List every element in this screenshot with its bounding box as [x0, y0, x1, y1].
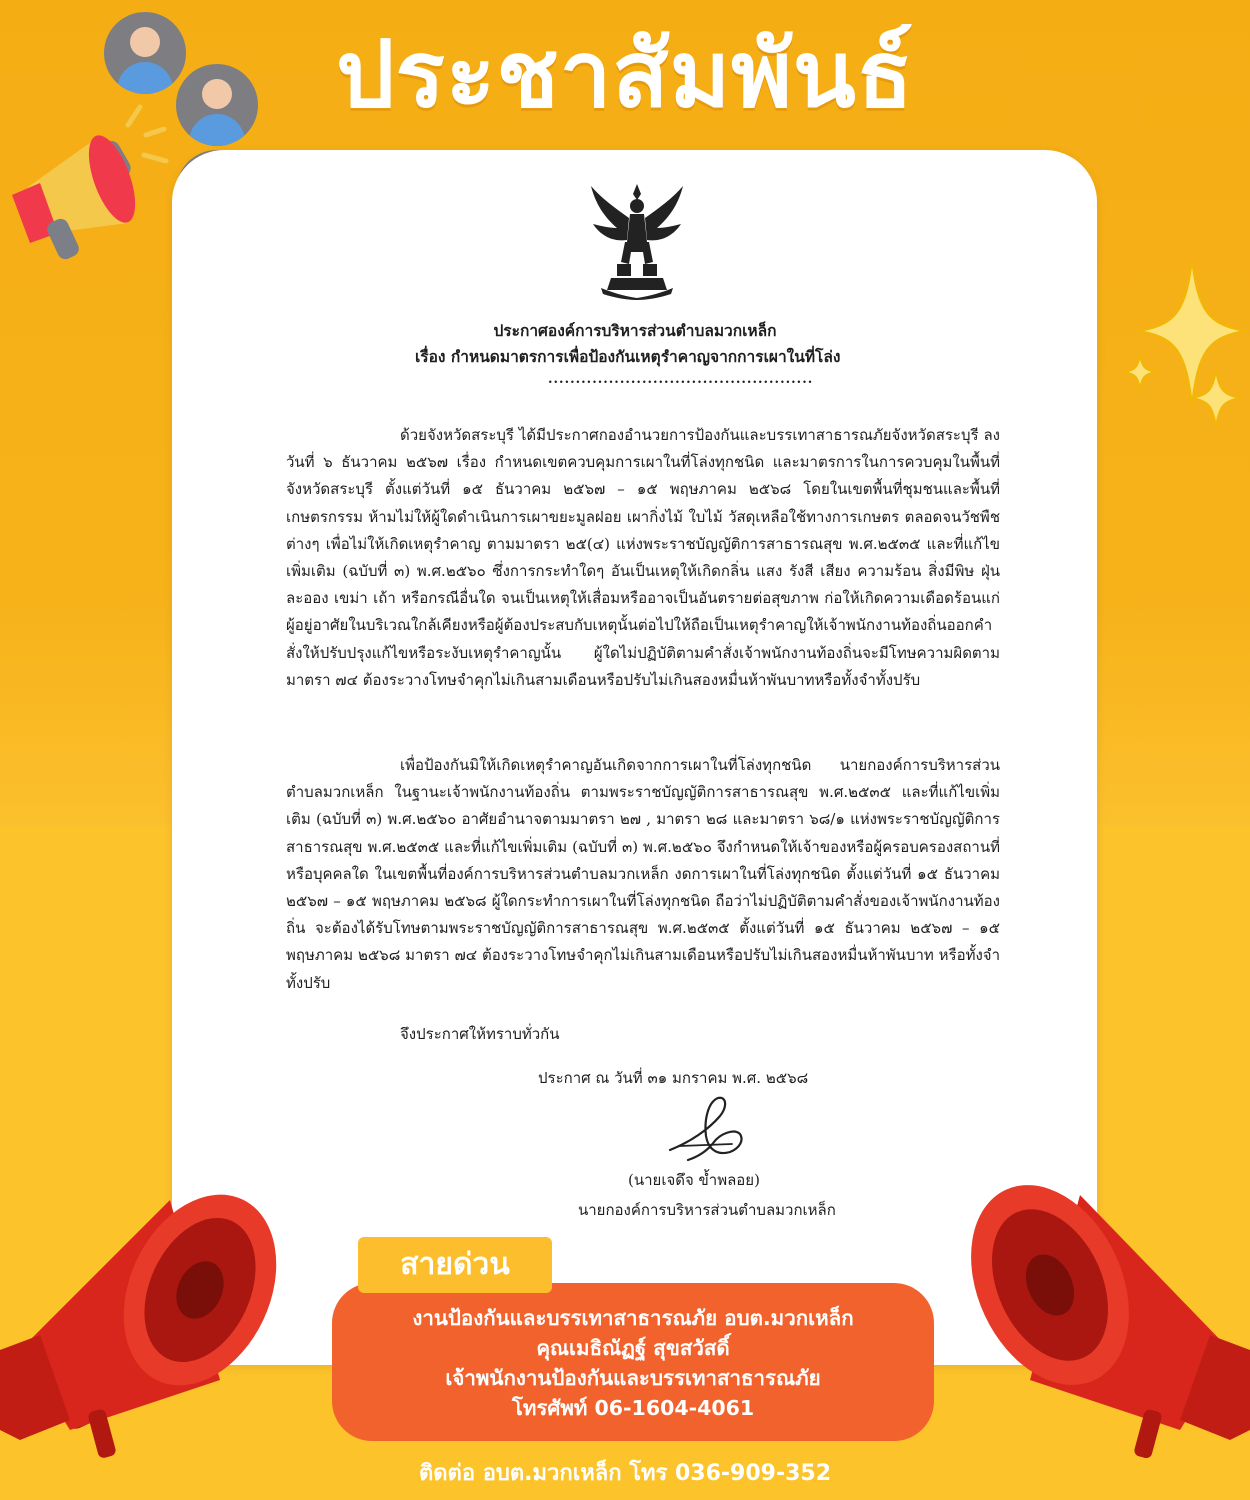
document-heading: ประกาศองค์การบริหารส่วนตำบลมวกเหล็ก — [493, 321, 777, 340]
megaphone-icon — [0, 1160, 310, 1460]
body-paragraph-1: ด้วยจังหวัดสระบุรี ได้มีประกาศกองอำนวยการป้องกันและบรรเทาสาธารณภัยจังหวัดสระบุรี ลงวันที่ ๖ ธันวาคม ๒๕๖๗ เรื่อง กำหนดเขตควบคุมการเผาในที่โล่งทุกชนิด และมาตรการในการควบคุมในพื้นที่จังหวัดสระบุรี ตั้งแต่วันที่ ๑๕ ธันวาคม ๒๕๖๗ – ๑๕ พฤษภาคม ๒๕๖๘ โดยในเขตพื้นที่ชุมชนและพื้นที่เกษตรกรรม ห้ามไม่ให้ผู้ใดดำเนินการเผาขยะมูลฝอย เผากิ่งไม้ ใบไม้ วัสดุเหลือใช้ทางการเกษตร ตลอดจนวัชพืชต่างๆ เพื่อไม่ให้เกิดเหตุรำคาญ ตามมาตรา ๒๕(๔) แห่งพระราชบัญญัติการสาธารณสุข พ.ศ.๒๕๓๕ และที่แก้ไขเพิ่มเติม (ฉบับที่ ๓) พ.ศ.๒๕๖๐ ซึ่งการกระทำใดๆ อันเป็นเหตุให้เกิดกลิ่น แสง รังสี เสียง ความร้อน สิ่งมีพิษ ฝุ่นละออง เขม่า เถ้า หรือกรณีอื่นใด จนเป็นเหตุให้เสื่อมหรืออาจเป็นอันตรายต่อสุขภาพ ก่อให้เกิดความเดือดร้อนแก่ผู้อยู่อาศัยในบริเวณใกล้เคียงหรือผู้ต้องประสบกับเหตุนั้นต่อไปให้ถือเป็นเหตุรำคาญให้เจ้าพนักงานท้องถิ่นออกคำสั่งให้ปรับปรุงแก้ไขหรือระงับเหตุรำคาญนั้น ผู้ใดไม่ปฏิบัติตามคำสั่งเจ้าพนักงานท้องถิ่นจะมีโทษความผิดตามมาตรา ๗๔ ต้องระวางโทษจำคุกไม่เกินสามเดือนหรือปรับไม่เกินสองหมื่นห้าพันบาทหรือทั้งจำทั้งปรับ — [286, 426, 1000, 689]
signature — [660, 1090, 760, 1165]
body-paragraph-2: เพื่อป้องกันมิให้เกิดเหตุรำคาญอันเกิดจากการเผาในที่โล่งทุกชนิด นายกองค์การบริหารส่วนตำบลมวกเหล็ก ในฐานะเจ้าพนักงานท้องถิ่น ตามพระราชบัญญัติการสาธารณสุข พ.ศ.๒๕๓๕ และที่แก้ไขเพิ่มเติม (ฉบับที่ ๓) พ.ศ.๒๕๖๐ อาศัยอำนาจตามมาตรา ๒๗ , มาตรา ๒๘ และมาตรา ๖๘/๑ แห่งพระราชบัญญัติการสาธารณสุข พ.ศ.๒๕๓๕ และที่แก้ไขเพิ่มเติม (ฉบับที่ ๓) พ.ศ.๒๕๖๐ จึงกำหนดให้เจ้าของหรือผู้ครอบครองสถานที่หรือบุคคลใด ในเขตพื้นที่องค์การบริหารส่วนตำบลมวกเหล็ก งดการเผาในที่โล่งทุกชนิด ตั้งแต่วันที่ ๑๕ ธันวาคม ๒๕๖๗ – ๑๕ พฤษภาคม ๒๕๖๘ ผู้ใดกระทำการเผาในที่โล่งทุกชนิด ถือว่าไม่ปฏิบัติตามคำสั่งของเจ้าพนักงานท้องถิ่น จะต้องได้รับโทษตามพระราชบัญญัติการสาธารณสุข พ.ศ.๒๕๓๕ ตั้งแต่วันที่ ๑๕ ธันวาคม ๒๕๖๗ – ๑๕ พฤษภาคม ๒๕๖๘ มาตรา ๗๔ ต้องระวางโทษจำคุกไม่เกินสามเดือนหรือปรับไม่เกินสองหมื่นห้าพันบาท หรือทั้งจำทั้งปรับ — [286, 756, 1000, 992]
megaphone-icon — [940, 1150, 1250, 1460]
hotline-label: สายด่วน — [358, 1237, 552, 1293]
signer-position: นายกองค์การบริหารส่วนตำบลมวกเหล็ก — [578, 1201, 836, 1219]
hotline-line: งานป้องกันและบรรเทาสาธารณภัย อบต.มวกเหล็ก — [412, 1306, 854, 1330]
footer-contact[interactable]: ติดต่อ อบต.มวกเหล็ก โทร 036-909-352 — [418, 1461, 832, 1486]
hotline-phone[interactable]: โทรศัพท์ 06-1604-4061 — [511, 1396, 755, 1420]
date-line: ประกาศ ณ วันที่ ๓๑ มกราคม พ.ศ. ๒๕๖๘ — [538, 1069, 809, 1087]
closing-line: จึงประกาศให้ทราบทั่วกัน — [400, 1025, 560, 1043]
page-title: ประชาสัมพันธ์ — [336, 21, 914, 128]
signer-name: (นายเจดึจ ข้ำพลอย) — [628, 1171, 760, 1189]
garuda-emblem — [587, 180, 687, 300]
hotline-contact-box — [332, 1283, 934, 1441]
hotline-line: เจ้าพนักงานป้องกันและบรรเทาสาธารณภัย — [445, 1366, 821, 1390]
document-subject: เรื่อง กำหนดมาตรการเพื่อป้องกันเหตุรำคาญจากการเผาในที่โล่ง — [415, 347, 841, 366]
hotline-line: คุณเมธิณัฏฐ์ สุขสวัสดิ์ — [536, 1336, 730, 1360]
separator: ................................................ — [548, 372, 814, 387]
